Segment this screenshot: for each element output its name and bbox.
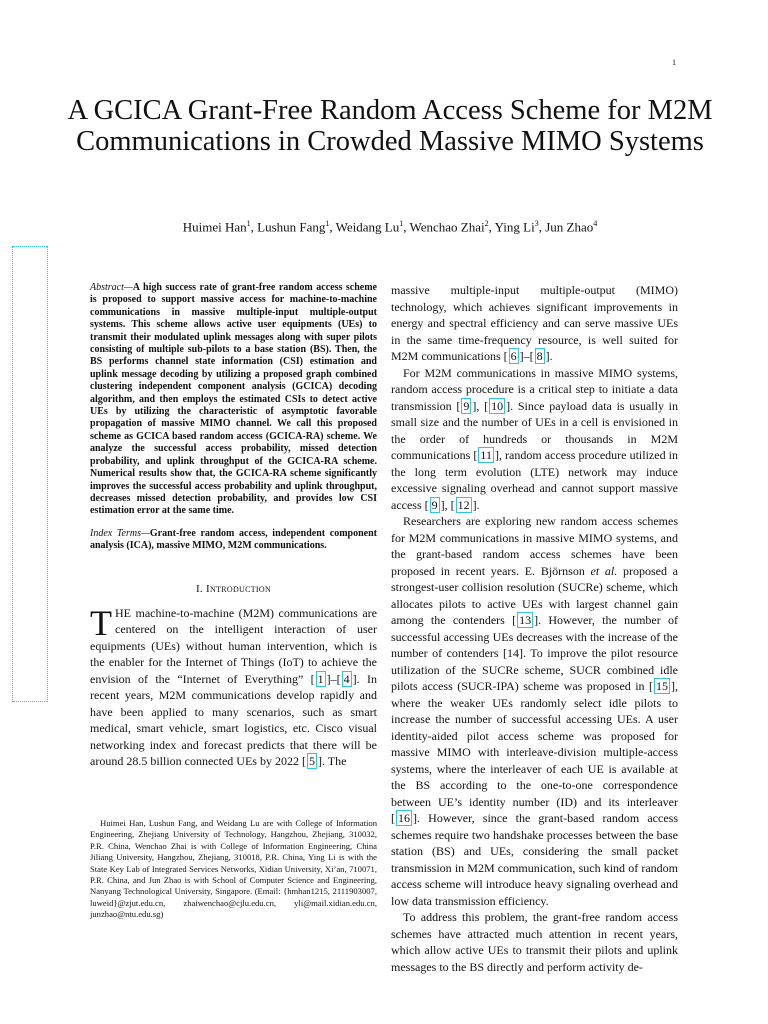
body-text: , random access procedure utilized in the long term evolution (LTE) network may induce excessive signaling overhead and cannot support massive access <box>391 448 678 512</box>
body-paragraph: Researchers are exploring new random access schemes for M2M communications in massive MIMO systems, and the grant-based random access schemes have been proposed in recent years. E. Björnson et al. proposed a strongest-user collision resolution (SUCRe) scheme, which allocates pilots to active UEs with largest channel gain among the contenders [ 13 ]. However, the number of successful accessing UEs decreases with the increase of the number of contenders [14]. To improve the pilot resource utilization of the SUCRe scheme, SUCR combined idle pilots access (SUCR-IPA) scheme was proposed in [ 15 ], where the weaker UEs randomly select idle pilots to increase the number of successful accessing UEs. A user identity-aided pilot access scheme was proposed for massive MIMO with interleave-division multiple-access systems, where the interleaver of each UE is available at the BS according to the one-to-one correspondence between UE’s identity number (ID) and its interleaver [ 16 ]. However, since the grant-based random access schemes require two handshake processes between the base station (BS) and UEs, considering the small packet transmission in M2M communication, such kind of random access scheme will introduce heavy signaling overhead and low data transmission efficiency. <box>391 514 678 908</box>
body-text: Researchers are exploring new random access schemes for M2M communications in massive MIMO systems, and the grant-based random access schemes have been proposed in recent years. E. Björnson <box>391 514 678 578</box>
citation-link[interactable]: 15 <box>656 679 668 693</box>
author-name: Lushun Fang <box>257 219 326 235</box>
citation-link[interactable]: 9 <box>463 398 470 413</box>
citation-separator: – <box>330 671 337 686</box>
paper-title: A GCICA Grant-Free Random Access Scheme for M2M Communications in Crowded Massive MIMO Systems <box>67 95 713 157</box>
citation-link[interactable]: 16 <box>398 811 410 825</box>
author-affiliation-mark: 3 <box>534 219 539 228</box>
body-text: proposed a strongest-user collision resolution (SUCRe) scheme, which allocates pilots to active UEs with largest channel gain among the contenders <box>391 563 678 627</box>
index-terms-text: Grant-free random access, independent component analysis (ICA), massive MIMO, M2M communications. <box>90 527 377 552</box>
abstract-text: A high success rate of grant-free random access scheme is proposed to support massive access for machine-to-machine communications in massive multiple-input multiple-output systems. This scheme allows active user equipments (UEs) to transmit their modulated uplink messages along with super pilots consisting of multiple sub-pilots to a base station (BS). Then, the BS performs channel state information (CSI) estimation and uplink message decoding by utilizing a proposed graph combined clustering independent component analysis (GCICA) decoding algorithm, and then employs the estimated CSIs to detect active UEs by utilizing the characteristic of asymptotic favorable propagation of massive MIMO channel. We call this proposed scheme as GCICA based random access (GCICA-RA) scheme. We analyze the successful access probability, missed detection probability, and uplink throughput of the GCICA-RA scheme. Numerical results show that, the GCICA-RA scheme significantly improves the successful access probability and uplink throughput, decreases missed detection probability, and provides low CSI estimation error at the same time. <box>90 282 377 517</box>
citation-link[interactable]: 9 <box>431 497 438 512</box>
body-text-italic: et al. <box>590 563 618 578</box>
citation-link[interactable]: 11 <box>480 448 492 462</box>
author-list: Huimei Han$^1$, Lushun Fang$^1$, Weidang Lu$^1$, Wenchao Zhai$^2$, Ying Li$^3$, Jun Zhao$^4$ <box>182 219 598 235</box>
citation-link[interactable]: 10 <box>491 398 504 413</box>
intro-paragraph: THE machine-to-machine (M2M) communications are centered on the intelligent interaction of user equipments (UEs) without human intervention, which is the enabler for the Internet of Things (IoT) to achieve the envision of the “Internet of Everything” [ 1 ]–[ 4 ]. In recent years, M2M communications develop rapidly and have been applied to many scenarios, such as smart medical, smart vehicle, smart logistics, etc. Cisco visual networking index and forecast predicts that there will be around 28.5 billion connected UEs by 2022 [ 5 ]. The <box>90 602 377 769</box>
citation-link[interactable]: 1 <box>317 671 324 686</box>
abstract-label: Abstract— <box>90 282 133 293</box>
citation-separator: – <box>523 349 530 363</box>
intro-text: . In recent years, M2M communications develop rapidly and have been applied to many scenarios, such as smart medical, smart vehicle, smart logistics, etc. Cisco visual networking index and forecast predicts that there will be around 28.5 billion connected UEs by 2022 <box>90 671 377 769</box>
citation-link[interactable]: 5 <box>308 754 315 769</box>
body-text: For M2M communications in massive MIMO systems, random access procedure is a critical step to initiate a data transmission <box>391 365 678 413</box>
author-name: Weidang Lu <box>335 219 400 235</box>
author-name: Wenchao Zhai <box>409 219 485 235</box>
index-terms <box>90 528 377 553</box>
body-text: . However, the number of successful accessing UEs decreases with the increase of the number of contenders [14]. To improve the pilot resource utilization of the SUCRe scheme, SUCR combined idle pilots access (SUCR-IPA) scheme was proposed in <box>391 613 678 693</box>
link-annotation-box[interactable] <box>12 246 48 702</box>
citation-link[interactable]: 6 <box>510 349 517 363</box>
body-text: , where the weaker UEs randomly select idle pilots to increase the number of successful accessing UEs. A user identity-aided pilot access scheme was proposed for massive MIMO with interleave-division multiple-access systems, where the interleaver of each UE is available at the BS according to the one-to-one correspondence between UE’s identity number (ID) and its interleaver <box>391 679 678 809</box>
right-column <box>391 282 678 975</box>
citation-separator: , <box>476 398 485 413</box>
index-terms-label: Index Terms— <box>90 527 150 539</box>
body-paragraph: To address this problem, the grant-free random access schemes have attracted much attention in recent years, which allow active UEs to transmit their pilots and uplink messages to the BS directly and perform activity de- <box>391 910 678 974</box>
left-column <box>90 282 377 770</box>
body-text: . Since payload data is usually in small size and the number of UEs in a cell is envisioned in the order of hundreds or thousands in M2M communications <box>391 398 679 462</box>
section-heading <box>90 583 377 595</box>
body-paragraph: massive multiple-input multiple-output (MIMO) technology, which achieves significant improvements in energy and spectral efficiency and can serve massive UEs in the same time-frequency resource, is well suited for M2M communications [ 6 ]–[ 8 ]. <box>391 283 678 363</box>
section-title: Introduction <box>206 582 272 595</box>
author-affiliation-mark: 2 <box>484 219 489 228</box>
abstract <box>90 282 377 518</box>
drop-cap: T <box>90 602 112 643</box>
author-name: Huimei Han <box>182 219 247 235</box>
body-text: . <box>549 349 553 363</box>
citation-separator: , <box>444 497 451 512</box>
author-affiliation-mark: 1 <box>399 219 404 228</box>
citation-link[interactable]: 4 <box>343 671 350 686</box>
body-text: . However, since the grant-based random access schemes require two handshake processes between the base station (BS) and UEs, considering the small packet transmission in M2M communication, such kind of random access scheme will introduce heavy signaling overhead and low data transmission efficiency. <box>391 811 678 908</box>
author-name: Ying Li <box>494 219 535 235</box>
author-name: Jun Zhao <box>545 219 594 235</box>
intro-text: machine-to-machine (M2M) communications are centered on the intelligent interaction of user equipments (UEs) without human intervention, which is the enabler for the Internet of Things (IoT) to achieve the envision of the “Internet of Everything” <box>90 605 377 686</box>
intro-text: . The <box>321 754 347 769</box>
body-text: massive multiple-input multiple-output (MIMO) technology, which achieves significant improvements in energy and spectral efficiency and can serve massive UEs in the same time-frequency resource, is well suited for M2M communications <box>391 283 678 363</box>
author-footnote: Huimei Han, Lushun Fang, and Weidang Lu are with College of Information Engineering, Zhejiang University of Technology, Hangzhou, Zhejiang, 310032, P.R. China, Wenchao Zhai is with College of Information Engineering, China Jiliang University, Hangzhou, Zhejiang, 310018, P.R. China, Ying Li is with the State Key Lab of Integrated Services Networks, Xidian University, Xi’an, 710071, P.R. China, and Jun Zhao is with School of Computer Science and Engineering, Nanyang Technological University, Singapore. (Email: {hmhan1215, 2111903007, luweid}@zjut.edu.cn, zhaiwenchao@cjlu.edu.cn, yli@mail.xidian.edu.cn, junzhao@ntu.edu.sg) <box>90 818 377 920</box>
body-text: . <box>476 497 480 512</box>
intro-smallcaps: HE <box>115 605 131 620</box>
citation-link[interactable]: 13 <box>519 613 532 627</box>
section-number: I. <box>195 582 203 595</box>
citation-link[interactable]: 12 <box>457 497 470 512</box>
author-affiliation-mark: 4 <box>593 219 598 228</box>
author-affiliation-mark: 1 <box>325 219 330 228</box>
page-number: 1 <box>672 58 676 67</box>
citation-link[interactable]: 8 <box>536 349 543 363</box>
body-paragraph: For M2M communications in massive MIMO systems, random access procedure is a critical step to initiate a data transmission [ 9 ], [ 10 ]. Since payload data is usually in small size and the number of UEs in a cell is envisioned in the order of hundreds or thousands in M2M communications [ 11 ], random access procedure utilized in the long term evolution (LTE) network may induce excessive signaling overhead and cannot support massive access [ 9 ], [ 12 ]. <box>391 365 679 512</box>
author-affiliation-mark: 1 <box>246 219 251 228</box>
